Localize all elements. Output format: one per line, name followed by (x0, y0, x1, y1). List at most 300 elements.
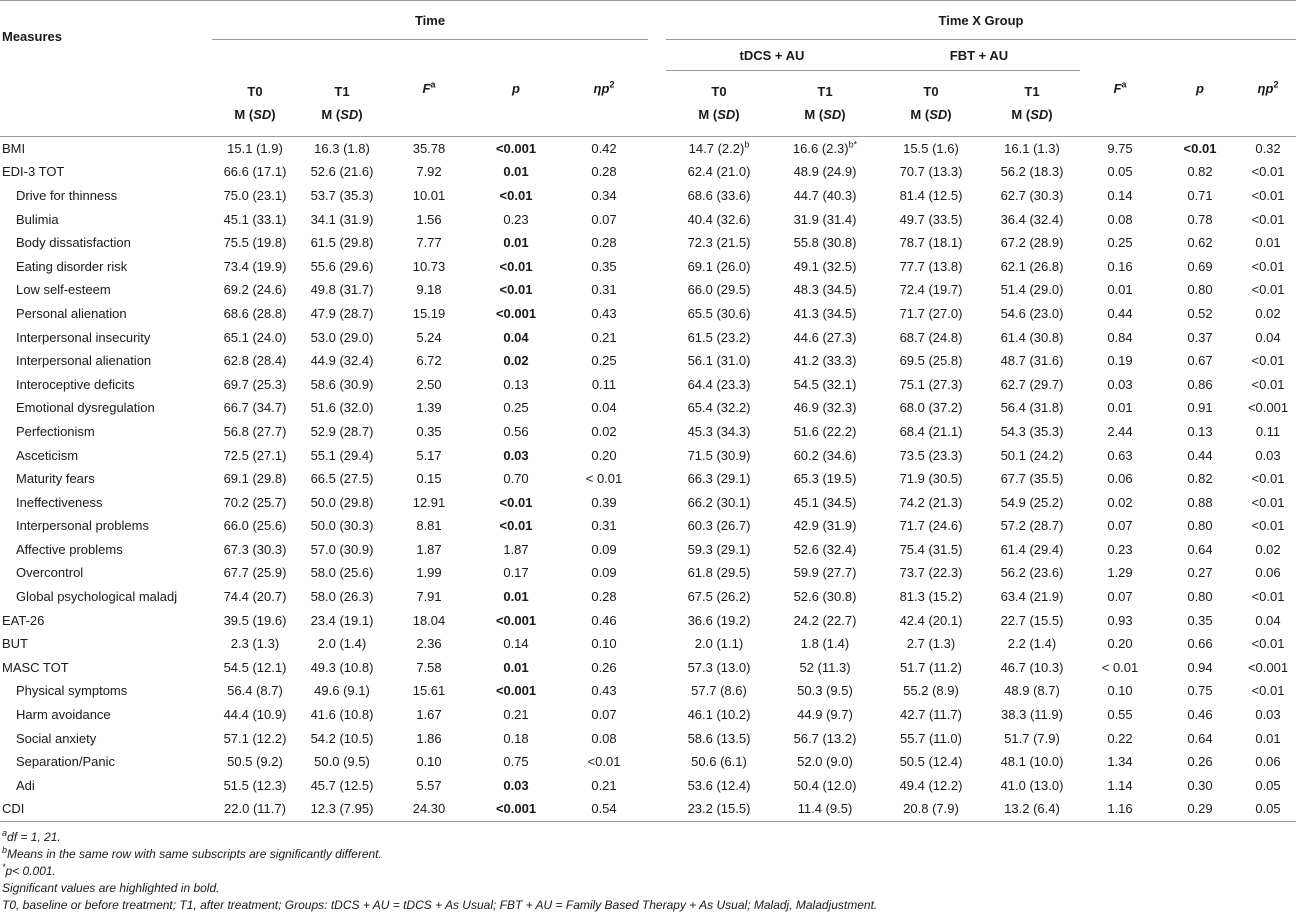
table-row (0, 490, 1296, 514)
cell-time-t0: 67.7 (25.9) (223, 565, 287, 581)
cell-time-p: 0.23 (503, 211, 529, 227)
measure-name: BUT (2, 636, 28, 652)
cell-time-t1: 51.6 (32.0) (310, 400, 374, 416)
cell-time-f: 1.87 (416, 541, 442, 557)
col-time-eta: $\eta p^2$ (560, 71, 648, 137)
cell-time-t0: 65.1 (24.0) (223, 329, 287, 345)
cell-group-f: 0.93 (1107, 612, 1133, 628)
cell-time-f: 1.39 (416, 400, 442, 416)
cell-fbt-t1: 54.3 (35.3) (1000, 423, 1064, 439)
cell-group-eta: 0.05 (1255, 777, 1281, 793)
cell-group-eta: <0.01 (1251, 518, 1285, 534)
cell-group-p: 0.29 (1160, 797, 1240, 821)
cell-time-p: 0.17 (503, 565, 529, 581)
cell-time-p: <0.001 (495, 612, 537, 628)
cell-gap (648, 632, 666, 656)
cell-tdcs-t0: 66.3 (29.1) (687, 471, 751, 487)
cell-group-eta: <0.001 (1247, 400, 1289, 416)
cell-fbt-t1: 50.1 (24.2) (1000, 447, 1064, 463)
cell-time-eta: 0.31 (591, 282, 617, 298)
col-time-f: $F^a$ (386, 71, 472, 137)
cell-time-eta: 0.09 (591, 541, 617, 557)
cell-time-f: 7.77 (416, 235, 442, 251)
cell-time-t0: 2.3 (1.3) (230, 636, 280, 652)
table-row (0, 467, 1296, 491)
table-row (0, 797, 1296, 821)
cell-time-eta: 0.26 (591, 659, 617, 675)
table-row (0, 679, 1296, 703)
cell-time-t0: 22.0 (11.7) (212, 797, 298, 821)
footnote-abbreviations: T0, baseline or before treatment; T1, after treatment; Groups: tDCS + AU = tDCS + As Usual; FBT + AU = Family Based Therapy + As Usual; Maladj, Maladjustment. (2, 897, 878, 912)
cell-time-p: 0.13 (503, 376, 529, 392)
cell-gap (648, 490, 666, 514)
cell-fbt-t0: 77.7 (13.8) (899, 258, 963, 274)
table-row (0, 632, 1296, 656)
cell-group-eta: 0.04 (1255, 612, 1281, 628)
cell-time-f: 5.57 (416, 777, 442, 793)
cell-time-f: 0.35 (416, 423, 442, 439)
measure-name: Low self-esteem (16, 282, 111, 298)
cell-time-f: 7.58 (416, 659, 442, 675)
cell-time-eta: 0.09 (591, 565, 617, 581)
cell-group-p: 0.94 (1187, 659, 1213, 675)
measure-name: Maturity fears (16, 471, 95, 487)
cell-fbt-t0: 49.4 (12.2) (899, 777, 963, 793)
cell-gap (648, 514, 666, 538)
cell-group-eta: 0.04 (1255, 329, 1281, 345)
cell-fbt-t0: 69.5 (25.8) (899, 353, 963, 369)
cell-tdcs-t0: 58.6 (13.5) (687, 730, 751, 746)
cell-group-p: 0.86 (1187, 376, 1213, 392)
cell-time-f: 24.30 (386, 797, 472, 821)
cell-tdcs-t0: 53.6 (12.4) (687, 777, 751, 793)
cell-tdcs-t0: 23.2 (15.5) (666, 797, 772, 821)
cell-fbt-t1: 36.4 (32.4) (1000, 211, 1064, 227)
cell-time-eta: 0.10 (591, 636, 617, 652)
cell-time-p: <0.001 (495, 140, 537, 156)
table-row (0, 774, 1296, 798)
col-time-t0: T0 M (SD) (212, 71, 298, 137)
cell-group-p: 0.88 (1187, 494, 1213, 510)
col-time-p: p (472, 71, 560, 137)
cell-group-p: 0.78 (1187, 211, 1213, 227)
cell-group-eta: <0.01 (1251, 282, 1285, 298)
col-fbt-t1: T1 M (SD) (984, 71, 1080, 137)
cell-tdcs-t1: 46.9 (32.3) (793, 400, 857, 416)
cell-group-p: 0.66 (1187, 636, 1213, 652)
cell-time-t0: 54.5 (12.1) (223, 659, 287, 675)
measure-name: Personal alienation (16, 305, 127, 321)
cell-time-t0: 66.7 (34.7) (223, 400, 287, 416)
cell-group-eta: <0.01 (1251, 353, 1285, 369)
cell-group-eta: <0.01 (1251, 187, 1285, 203)
cell-group-eta: 0.03 (1255, 447, 1281, 463)
cell-tdcs-t1: 52.0 (9.0) (797, 754, 853, 770)
cell-group-eta: <0.01 (1251, 376, 1285, 392)
cell-tdcs-t1: 50.4 (12.0) (793, 777, 857, 793)
cell-time-p: 0.02 (503, 353, 529, 369)
cell-tdcs-t1: 48.9 (24.9) (793, 164, 857, 180)
cell-fbt-t0: 70.7 (13.3) (899, 164, 963, 180)
cell-group-eta: <0.001 (1247, 659, 1289, 675)
table-row (0, 302, 1296, 326)
measure-name: MASC TOT (2, 659, 69, 675)
cell-time-f: 6.72 (416, 353, 442, 369)
cell-time-eta: 0.43 (591, 305, 617, 321)
cell-tdcs-t1: 31.9 (31.4) (793, 211, 857, 227)
cell-group-p: 0.64 (1187, 730, 1213, 746)
cell-gap (648, 349, 666, 373)
cell-fbt-t1: 51.7 (7.9) (1004, 730, 1060, 746)
cell-fbt-t1: 61.4 (30.8) (1000, 329, 1064, 345)
cell-time-eta: 0.07 (591, 707, 617, 723)
cell-time-t0: 67.3 (30.3) (223, 541, 287, 557)
cell-time-f: 10.73 (412, 258, 446, 274)
measure-name: EAT-26 (2, 612, 45, 628)
cell-group-f: 0.10 (1107, 683, 1133, 699)
cell-time-t0: 70.2 (25.7) (223, 494, 287, 510)
measure-name: Social anxiety (16, 730, 97, 746)
cell-tdcs-t0: 66.0 (29.5) (687, 282, 751, 298)
cell-gap (648, 372, 666, 396)
cell-time-t1: 58.6 (30.9) (310, 376, 374, 392)
col-group-p: p (1160, 71, 1240, 137)
cell-group-p: 0.64 (1187, 541, 1213, 557)
cell-fbt-t1: 38.3 (11.9) (1001, 707, 1063, 723)
cell-group-f: 1.34 (1107, 754, 1133, 770)
table-row (0, 372, 1296, 396)
cell-time-t1: 49.8 (31.7) (310, 282, 374, 298)
cell-group-p: 0.37 (1187, 329, 1213, 345)
cell-fbt-t0: 71.7 (24.6) (899, 518, 963, 534)
cell-tdcs-t0: 61.5 (23.2) (687, 329, 751, 345)
cell-tdcs-t1: 60.2 (34.6) (793, 447, 857, 463)
cell-group-eta: 0.01 (1255, 235, 1281, 251)
cell-group-f: 0.44 (1107, 305, 1133, 321)
cell-time-t1: 50.0 (30.3) (310, 518, 374, 534)
cell-group-f: < 0.01 (1101, 659, 1139, 675)
cell-tdcs-t1: 52.6 (30.8) (793, 589, 857, 605)
cell-group-eta: <0.01 (1251, 211, 1285, 227)
cell-time-t1: 66.5 (27.5) (310, 471, 374, 487)
cell-group-eta: 0.32 (1255, 140, 1281, 156)
cell-fbt-t0: 68.0 (37.2) (899, 400, 963, 416)
measure-name: Adi (16, 777, 35, 793)
cell-gap (648, 703, 666, 727)
table-row (0, 656, 1296, 680)
cell-time-eta: 0.46 (591, 612, 617, 628)
cell-fbt-t0: 20.8 (7.9) (878, 797, 984, 821)
cell-fbt-t1: 46.7 (10.3) (1000, 659, 1064, 675)
cell-group-f: 0.63 (1107, 447, 1133, 463)
cell-fbt-t0: 51.7 (11.2) (900, 659, 962, 675)
cell-time-t1: 55.6 (29.6) (310, 258, 374, 274)
footnote-star: *p< 0.001. (2, 861, 56, 878)
cell-tdcs-t1: 50.3 (9.5) (797, 683, 853, 699)
table-row (0, 703, 1296, 727)
cell-time-f: 12.91 (412, 494, 446, 510)
cell-time-f: 35.78 (412, 140, 446, 156)
col-time-t1: T1 M (SD) (298, 71, 386, 137)
measure-name: Interoceptive deficits (16, 376, 135, 392)
cell-time-f: 7.92 (416, 164, 442, 180)
cell-group-p: 0.27 (1187, 565, 1213, 581)
table-row (0, 136, 1296, 160)
cell-group-f: 0.84 (1107, 329, 1133, 345)
cell-time-t1: 52.6 (21.6) (310, 164, 374, 180)
cell-time-p: <0.001 (495, 683, 537, 699)
cell-time-p: <0.01 (499, 258, 533, 274)
cell-time-eta: 0.54 (560, 797, 648, 821)
cell-group-f: 0.23 (1107, 541, 1133, 557)
cell-time-eta: 0.28 (591, 589, 617, 605)
cell-fbt-t0: 42.4 (20.1) (899, 612, 963, 628)
cell-time-t1: 41.6 (10.8) (310, 707, 374, 723)
cell-group-f: 2.44 (1107, 423, 1133, 439)
cell-fbt-t1: 57.2 (28.7) (1000, 518, 1064, 534)
cell-gap (648, 207, 666, 231)
measure-name: BMI (2, 140, 26, 156)
measure-name: Drive for thinness (16, 187, 118, 203)
cell-time-p: 0.18 (503, 730, 529, 746)
measure-name: Eating disorder risk (16, 258, 128, 274)
cell-time-eta: 0.08 (591, 730, 617, 746)
cell-group-p: 0.82 (1187, 164, 1213, 180)
cell-tdcs-t0: 56.1 (31.0) (687, 353, 751, 369)
cell-group-eta: 0.06 (1255, 565, 1281, 581)
cell-time-eta: 0.42 (591, 140, 617, 156)
table-row (0, 207, 1296, 231)
cell-tdcs-t0: 65.4 (32.2) (687, 400, 751, 416)
cell-fbt-t0: 75.1 (27.3) (899, 376, 963, 392)
cell-gap (648, 561, 666, 585)
cell-group-eta: 0.03 (1255, 707, 1281, 723)
cell-group-eta: 0.05 (1240, 797, 1296, 821)
cell-time-p: 0.03 (503, 777, 529, 793)
cell-time-t1: 54.2 (10.5) (310, 730, 374, 746)
cell-group-eta: <0.01 (1251, 258, 1285, 274)
cell-time-p: 0.75 (503, 754, 529, 770)
cell-tdcs-t1: 11.4 (9.5) (772, 797, 878, 821)
cell-tdcs-t0: 57.3 (13.0) (687, 659, 751, 675)
cell-group-p: 0.35 (1187, 612, 1213, 628)
cell-fbt-t1: 62.7 (29.7) (1000, 376, 1064, 392)
cell-time-p: <0.01 (499, 518, 533, 534)
cell-group-f: 0.14 (1107, 187, 1133, 203)
cell-tdcs-t0: 69.1 (26.0) (687, 258, 751, 274)
cell-gap (648, 302, 666, 326)
cell-group-p: 0.91 (1187, 400, 1213, 416)
table-row (0, 608, 1296, 632)
cell-time-p: 0.03 (503, 447, 529, 463)
cell-fbt-t1: 13.2 (6.4) (984, 797, 1080, 821)
col-tdcs-t0: T0 M (SD) (666, 71, 772, 137)
cell-tdcs-t0: 72.3 (21.5) (687, 235, 751, 251)
cell-gap (648, 160, 666, 184)
cell-time-p: 0.01 (503, 589, 529, 605)
cell-fbt-t0: 50.5 (12.4) (899, 754, 963, 770)
cell-time-t1: 57.0 (30.9) (310, 541, 374, 557)
cell-fbt-t1: 48.1 (10.0) (1000, 754, 1064, 770)
cell-time-f: 15.19 (412, 305, 446, 321)
cell-time-p: 0.14 (503, 636, 529, 652)
cell-tdcs-t1: 24.2 (22.7) (793, 612, 857, 628)
cell-time-t1: 53.7 (35.3) (310, 187, 374, 203)
cell-gap (648, 467, 666, 491)
cell-fbt-t1: 48.9 (8.7) (1004, 683, 1060, 699)
cell-gap (648, 278, 666, 302)
cell-time-t0: 75.5 (19.8) (223, 235, 287, 251)
cell-time-eta: 0.04 (591, 400, 617, 416)
cell-tdcs-t1: 44.9 (9.7) (797, 707, 853, 723)
cell-time-eta: 0.34 (591, 187, 617, 203)
cell-time-eta: 0.21 (591, 777, 617, 793)
cell-tdcs-t1: 48.3 (34.5) (793, 282, 857, 298)
cell-group-p: <0.01 (1183, 140, 1217, 156)
cell-group-f: 0.01 (1107, 400, 1133, 416)
cell-gap (648, 726, 666, 750)
cell-group-f: 0.07 (1107, 589, 1133, 605)
cell-group-f: 0.55 (1107, 707, 1133, 723)
cell-tdcs-t1: 55.8 (30.8) (793, 235, 857, 251)
cell-time-t0: 56.8 (27.7) (223, 423, 287, 439)
cell-tdcs-t0: 50.6 (6.1) (691, 754, 747, 770)
cell-fbt-t0: 75.4 (31.5) (899, 541, 963, 557)
table-row (0, 585, 1296, 609)
cell-time-eta: < 0.01 (585, 471, 623, 487)
cell-group-f: 0.02 (1107, 494, 1133, 510)
cell-group-eta: 0.06 (1255, 754, 1281, 770)
cell-fbt-t0: 81.3 (15.2) (899, 589, 963, 605)
cell-fbt-t1: 54.6 (23.0) (1000, 305, 1064, 321)
cell-tdcs-t0: 40.4 (32.6) (687, 211, 751, 227)
cell-group-p: 0.80 (1187, 282, 1213, 298)
cell-time-p: 0.01 (503, 235, 529, 251)
cell-tdcs-t1: 59.9 (27.7) (793, 565, 857, 581)
cell-time-p: 0.01 (503, 164, 529, 180)
cell-time-f: 15.61 (412, 683, 446, 699)
cell-time-f: 18.04 (412, 612, 446, 628)
cell-time-t1: 50.0 (9.5) (314, 754, 370, 770)
cell-time-t0: 69.1 (29.8) (223, 471, 287, 487)
cell-group-p: 0.52 (1187, 305, 1213, 321)
cell-tdcs-t0: 61.8 (29.5) (687, 565, 751, 581)
cell-time-t1: 12.3 (7.95) (298, 797, 386, 821)
cell-tdcs-t0: 67.5 (26.2) (687, 589, 751, 605)
cell-gap (648, 396, 666, 420)
cell-time-t1: 50.0 (29.8) (310, 494, 374, 510)
cell-time-f: 9.18 (416, 282, 442, 298)
cell-fbt-t1: 61.4 (29.4) (1000, 541, 1064, 557)
cell-group-eta: 0.11 (1255, 423, 1281, 439)
measure-name: Asceticism (16, 447, 79, 463)
table-row (0, 726, 1296, 750)
cell-group-eta: <0.01 (1251, 589, 1285, 605)
cell-fbt-t0: 55.7 (11.0) (900, 730, 962, 746)
table-footnotes (0, 829, 1296, 914)
cell-time-f: 10.01 (412, 187, 446, 203)
cell-tdcs-t1: 42.9 (31.9) (793, 518, 857, 534)
cell-time-p: <0.01 (499, 187, 533, 203)
cell-time-t1: 45.7 (12.5) (310, 777, 374, 793)
cell-time-p: <0.01 (499, 282, 533, 298)
cell-gap (648, 750, 666, 774)
table-row (0, 231, 1296, 255)
cell-group-p: 0.80 (1187, 589, 1213, 605)
cell-time-eta: 0.28 (591, 164, 617, 180)
time-x-group-header: Time X Group (666, 2, 1296, 40)
measures-header: Measures (2, 28, 62, 44)
cell-time-t1: 47.9 (28.7) (310, 305, 374, 321)
cell-time-t0: 75.0 (23.1) (223, 187, 287, 203)
measure-name: Ineffectiveness (16, 494, 103, 510)
measure-name: Affective problems (16, 541, 123, 557)
cell-tdcs-t1: 49.1 (32.5) (793, 258, 857, 274)
cell-fbt-t1: 56.4 (31.8) (1000, 400, 1064, 416)
measure-name: Bulimia (16, 211, 59, 227)
cell-tdcs-t0: 45.3 (34.3) (687, 423, 751, 439)
table-row (0, 254, 1296, 278)
cell-fbt-t0: 73.5 (23.3) (899, 447, 963, 463)
cell-group-p: 0.75 (1187, 683, 1213, 699)
cell-fbt-t1: 48.7 (31.6) (1000, 353, 1064, 369)
cell-group-p: 0.82 (1187, 471, 1213, 487)
cell-time-p: <0.001 (472, 797, 560, 821)
cell-gap (648, 184, 666, 208)
cell-group-p: 0.80 (1187, 518, 1213, 534)
cell-tdcs-t0: 46.1 (10.2) (687, 707, 751, 723)
cell-time-f: 1.56 (416, 211, 442, 227)
cell-group-f: 0.20 (1107, 636, 1133, 652)
cell-time-p: 0.04 (503, 329, 529, 345)
cell-time-t1: 52.9 (28.7) (310, 423, 374, 439)
cell-time-p: 0.01 (503, 659, 529, 675)
footnote-bold: Significant values are highlighted in bold. (2, 880, 220, 895)
table-row (0, 538, 1296, 562)
cell-group-f: 0.16 (1107, 258, 1133, 274)
cell-group-f: 0.22 (1107, 730, 1133, 746)
cell-time-p: 1.87 (503, 541, 529, 557)
cell-gap (648, 585, 666, 609)
cell-group-f: 0.07 (1107, 518, 1133, 534)
cell-group-f: 0.25 (1107, 235, 1133, 251)
cell-group-f: 0.03 (1107, 376, 1133, 392)
measure-name: Physical symptoms (16, 683, 128, 699)
cell-fbt-t0: 42.7 (11.7) (900, 707, 962, 723)
cell-time-p: <0.01 (499, 494, 533, 510)
cell-time-t0: 66.6 (17.1) (223, 164, 287, 180)
cell-tdcs-t1: 51.6 (22.2) (793, 423, 857, 439)
cell-group-eta: <0.01 (1251, 471, 1285, 487)
cell-fbt-t1: 62.1 (26.8) (1000, 258, 1064, 274)
col-tdcs-t1: T1 M (SD) (772, 71, 878, 137)
cell-time-p: 0.70 (503, 471, 529, 487)
cell-fbt-t1: 41.0 (13.0) (1000, 777, 1064, 793)
cell-group-p: 0.26 (1187, 754, 1213, 770)
cell-fbt-t1: 2.2 (1.4) (1007, 636, 1057, 652)
cell-gap (648, 608, 666, 632)
cell-fbt-t1: 54.9 (25.2) (1000, 494, 1064, 510)
cell-time-t1: 49.3 (10.8) (310, 659, 374, 675)
cell-time-t1: 23.4 (19.1) (310, 612, 374, 628)
table-row (0, 278, 1296, 302)
cell-time-t1: 61.5 (29.8) (310, 235, 374, 251)
cell-tdcs-t0: 71.5 (30.9) (687, 447, 751, 463)
cell-time-f: 2.50 (416, 376, 442, 392)
measure-name: Overcontrol (16, 565, 84, 581)
cell-time-t1: 16.3 (1.8) (314, 140, 370, 156)
cell-gap (648, 538, 666, 562)
